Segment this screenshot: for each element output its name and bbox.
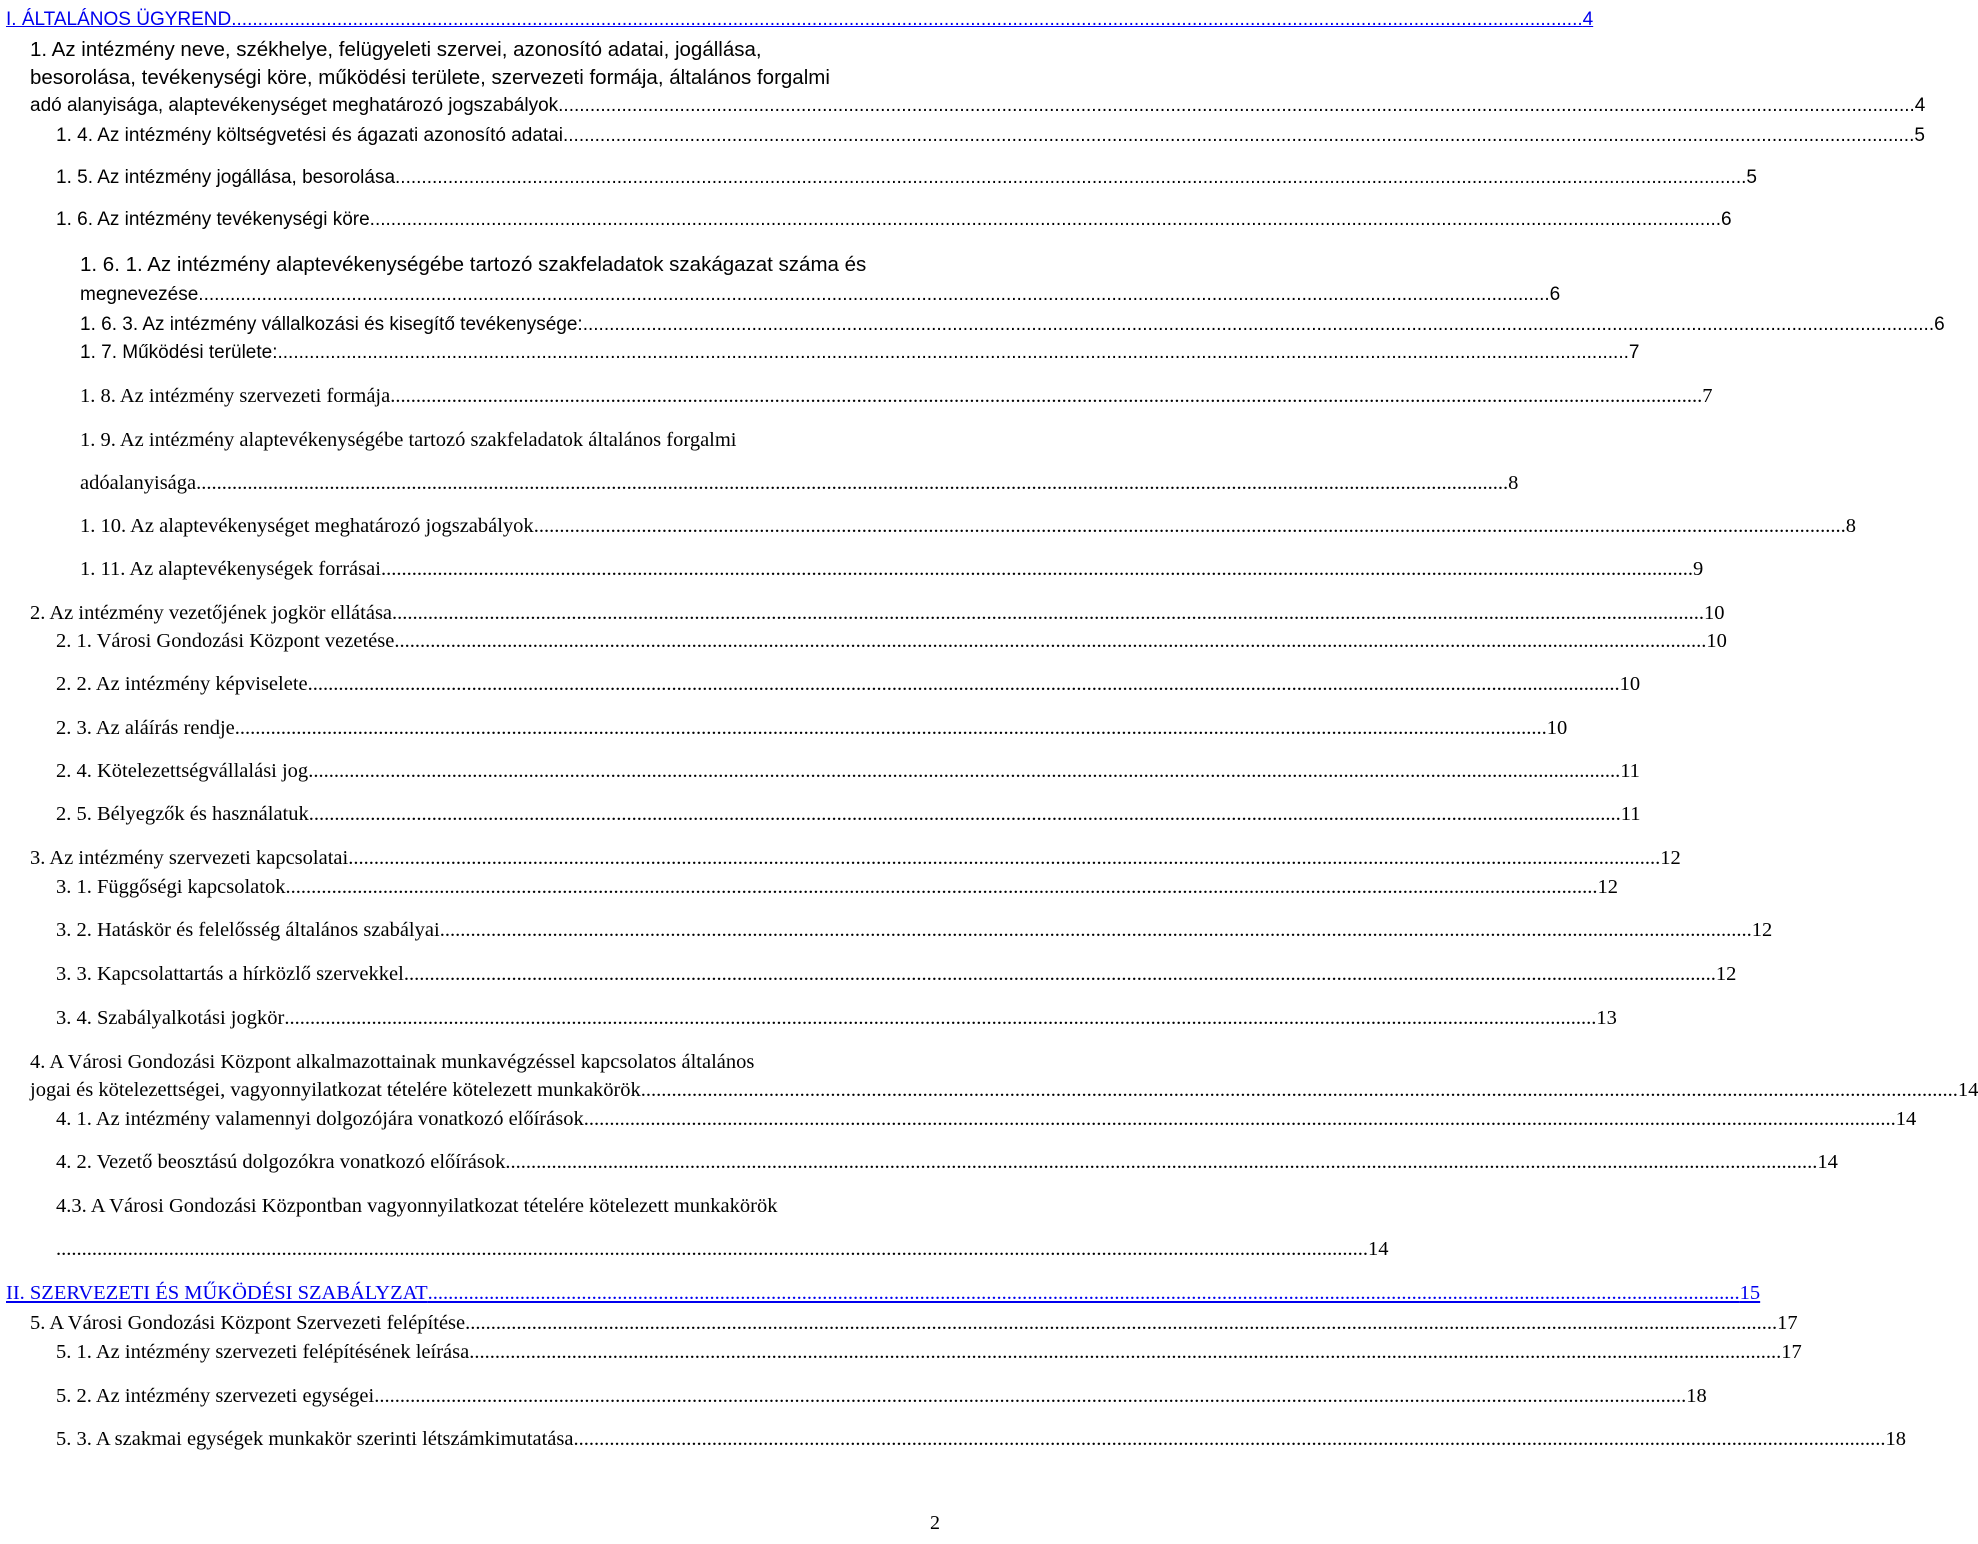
toc-entry[interactable] — [56, 716, 1568, 740]
toc-entry[interactable] — [56, 1107, 1917, 1131]
toc-entry-label: 2. Az intézmény vezetőjének jogkör ellátása — [30, 602, 393, 624]
toc-entry-label: jogai és kötelezettségei, vagyonnyilatkozat tételére kötelezett munkakörök. — [30, 1079, 646, 1101]
toc-entry[interactable] — [56, 1150, 1838, 1174]
toc-entry[interactable] — [56, 918, 1773, 942]
toc-entry-part-1[interactable] — [6, 8, 1594, 32]
toc-entry-label: 2. 5. Bélyegzők és használatuk — [56, 803, 309, 825]
toc-entry[interactable] — [80, 384, 1713, 408]
toc-entry-page: 11 — [1620, 803, 1641, 825]
toc-entry-page: 12 — [1597, 876, 1618, 898]
toc-entry[interactable] — [56, 166, 1757, 190]
toc-entry-page: 18 — [1885, 1428, 1906, 1450]
toc-entry[interactable] — [56, 629, 1727, 653]
toc-entry-page: 10 — [1704, 602, 1725, 624]
toc-leader: ................................................................................................................................................................................................................................................................ — [390, 385, 1703, 407]
toc-entry-label: 2. 3. Az aláírás rendje — [56, 717, 235, 739]
toc-leader: ................................................................................................................................................................................................................................................................ — [394, 630, 1707, 652]
toc-leader: ................................................................................................................................................................................................................................................................ — [403, 963, 1716, 985]
toc-entry-label: 5. 2. Az intézmény szervezeti egységei — [56, 1385, 375, 1407]
toc-leader: ................................................................................................................................................................................................................................................................ — [582, 314, 1935, 335]
toc-entry[interactable] — [80, 283, 1561, 307]
toc-entry-page: 7 — [1628, 342, 1640, 363]
toc-entry[interactable] — [56, 759, 1640, 783]
toc-entry[interactable] — [30, 601, 1725, 625]
toc-leader: ................................................................................................................................................................................................................................................................ — [439, 919, 1752, 941]
toc-entry-text: 1. Az intézmény neve, székhelye, felügyeleti szervei, azonosító adatai, jogállása, — [30, 38, 762, 61]
toc-entry-label: 4. 2. Vezető beosztású dolgozókra vonatkozó előírások — [56, 1151, 506, 1173]
toc-entry-page: 17 — [1777, 1312, 1798, 1334]
toc-entry-label: 5. 1. Az intézmény szervezeti felépítésének leírása — [56, 1341, 470, 1363]
toc-entry[interactable] — [56, 1006, 1617, 1030]
toc-leader: ................................................................................................................................................................................................................................................................ — [573, 1428, 1886, 1450]
toc-entry-label: 5. 3. A szakmai egységek munkakör szerinti létszámkimutatása — [56, 1428, 574, 1450]
toc-entry-label: 4. 1. Az intézmény valamennyi dolgozójára vonatkozó előírások — [56, 1108, 584, 1130]
toc-entry[interactable] — [56, 672, 1641, 696]
toc-entry-page: 9 — [1692, 558, 1704, 580]
toc-entry-label: 1. 6. 3. Az intézmény vállalkozási és kisegítő tevékenysége: — [80, 314, 583, 335]
toc-entry[interactable] — [56, 1384, 1707, 1408]
toc-entry-page: 12 — [1660, 847, 1681, 869]
toc-entry-label: 1. 5. Az intézmény jogállása, besorolása — [56, 167, 396, 188]
toc-entry-label: 2. 2. Az intézmény képviselete — [56, 673, 308, 695]
toc-entry[interactable] — [56, 802, 1641, 826]
toc-leader: ................................................................................................................................................................................................................................................................ — [427, 1282, 1740, 1304]
toc-entry[interactable] — [56, 962, 1737, 986]
toc-entry[interactable] — [56, 1237, 1389, 1261]
toc-entry-page: 14 — [1817, 1151, 1838, 1173]
toc-entry-label: 1. 7. Működési területe: — [80, 342, 278, 363]
toc-leader: ................................................................................................................................................................................................................................................................ — [465, 1312, 1778, 1334]
toc-entry-label: 3. 3. Kapcsolattartás a hírközlő szervekkel — [56, 963, 404, 985]
toc-entry-text: 4. A Városi Gondozási Központ alkalmazottainak munkavégzéssel kapcsolatos általános — [30, 1051, 755, 1073]
toc-entry-page: 14 — [1895, 1108, 1917, 1130]
toc-entry-page: 5 — [1746, 167, 1757, 188]
toc-entry[interactable] — [30, 1311, 1798, 1335]
toc-entry-page: 14 — [1957, 1079, 1978, 1101]
toc-entry-page: 12 — [1751, 919, 1773, 941]
toc-entry[interactable] — [80, 471, 1519, 495]
toc-entry-page: 6 — [1549, 284, 1561, 305]
toc-entry-page: 14 — [1368, 1238, 1389, 1260]
toc-entry-label: 3. 2. Hatáskör és felelősség általános szabályai — [56, 919, 440, 941]
toc-entry[interactable] — [56, 1427, 1906, 1451]
toc-entry-label: 1. 10. Az alaptevékenységet meghatározó jogszabályok — [80, 515, 534, 537]
toc-entry-page: 15 — [1739, 1282, 1761, 1304]
toc-leader: ................................................................................................................................................................................................................................................................ — [277, 342, 1629, 363]
toc-entry-page: 12 — [1715, 963, 1737, 985]
toc-entry-label: I. ÁLTALÁNOS ÜGYREND — [6, 9, 232, 30]
toc-entry[interactable] — [30, 1078, 1978, 1102]
toc-entry-label: 1. 8. Az intézmény szervezeti formája — [80, 385, 391, 407]
toc-leader: ................................................................................................................................................................................................................................................................ — [645, 1079, 1958, 1101]
toc-entry-page: 4 — [1582, 9, 1594, 30]
toc-leader: ................................................................................................................................................................................................................................................................ — [374, 1385, 1687, 1407]
toc-leader: ................................................................................................................................................................................................................................................................ — [56, 1238, 1368, 1260]
toc-entry-page: 8 — [1845, 515, 1856, 537]
toc-leader: ................................................................................................................................................................................................................................................................ — [196, 472, 1509, 494]
toc-leader: ................................................................................................................................................................................................................................................................ — [284, 1007, 1597, 1029]
toc-entry-page: 10 — [1706, 630, 1727, 652]
toc-entry-page: 6 — [1721, 209, 1732, 230]
toc-entry-page: 18 — [1686, 1385, 1707, 1407]
toc-entry[interactable] — [56, 1340, 1802, 1364]
toc-leader: ................................................................................................................................................................................................................................................................ — [469, 1341, 1782, 1363]
toc-entry[interactable] — [56, 875, 1618, 899]
toc-entry-label: adóalanyisága — [80, 472, 197, 494]
toc-entry-label: 3. 4. Szabályalkotási jogkör — [56, 1007, 285, 1029]
toc-entry[interactable] — [56, 124, 1925, 148]
toc-leader: ................................................................................................................................................................................................................................................................ — [533, 515, 1846, 537]
toc-entry-label: II. SZERVEZETI ÉS MŰKÖDÉSI SZABÁLYZAT — [6, 1282, 428, 1304]
toc-entry-label: 3. Az intézmény szervezeti kapcsolatai — [30, 847, 349, 869]
toc-leader: ................................................................................................................................................................................................................................................................ — [563, 95, 1915, 116]
toc-entry-page: 5 — [1914, 125, 1925, 146]
toc-leader: ................................................................................................................................................................................................................................................................ — [231, 9, 1583, 30]
toc-entry-page: 17 — [1781, 1341, 1802, 1363]
toc-leader: ................................................................................................................................................................................................................................................................ — [583, 1108, 1896, 1130]
toc-entry[interactable] — [56, 208, 1732, 232]
toc-leader: ................................................................................................................................................................................................................................................................ — [395, 167, 1747, 188]
toc-leader: ................................................................................................................................................................................................................................................................ — [369, 209, 1722, 230]
toc-entry-text: besorolása, tevékenységi köre, működési területe, szervezeti formája, általános forgalmi — [30, 66, 830, 89]
toc-leader: ................................................................................................................................................................................................................................................................ — [380, 558, 1693, 580]
toc-entry-page: 10 — [1619, 673, 1641, 695]
toc-entry-page: 8 — [1508, 472, 1519, 494]
toc-entry[interactable] — [30, 94, 1926, 118]
toc-entry-page: 6 — [1934, 314, 1945, 335]
toc-entry-page: 11 — [1620, 760, 1640, 782]
toc-entry-label: 2. 1. Városi Gondozási Központ vezetése — [56, 630, 395, 652]
toc-entry-part-2[interactable] — [6, 1281, 1761, 1305]
toc-entry[interactable] — [30, 846, 1681, 870]
toc-leader: ................................................................................................................................................................................................................................................................ — [348, 847, 1661, 869]
toc-entry[interactable] — [80, 313, 1945, 337]
toc-entry-label: megnevezése — [80, 284, 199, 305]
toc-entry-label: 3. 1. Függőségi kapcsolatok — [56, 876, 286, 898]
toc-leader: ................................................................................................................................................................................................................................................................ — [285, 876, 1598, 898]
toc-entry-label: 1. 11. Az alaptevékenységek forrásai — [80, 558, 381, 580]
toc-leader: ................................................................................................................................................................................................................................................................ — [308, 803, 1621, 825]
toc-entry-page: 4 — [1914, 95, 1926, 116]
toc-leader: ................................................................................................................................................................................................................................................................ — [307, 673, 1620, 695]
toc-entry-text: 1. 6. 1. Az intézmény alaptevékenységébe tartozó szakfeladatok szakágazat száma és — [80, 253, 867, 276]
toc-leader: ................................................................................................................................................................................................................................................................ — [562, 125, 1915, 146]
toc-entry-label: 5. A Városi Gondozási Központ Szervezeti felépítése — [30, 1312, 466, 1334]
toc-entry-page: 13 — [1596, 1007, 1617, 1029]
toc-entry-page: 7 — [1702, 385, 1713, 407]
toc-entry[interactable] — [80, 341, 1640, 365]
toc-entry-page: 10 — [1546, 717, 1568, 739]
toc-entry-text: 1. 9. Az intézmény alaptevékenységébe tartozó szakfeladatok általános forgalmi — [80, 429, 737, 451]
toc-entry-label: 1. 6. Az intézmény tevékenységi köre — [56, 209, 370, 230]
toc-leader: ................................................................................................................................................................................................................................................................ — [198, 284, 1550, 305]
toc-leader: ................................................................................................................................................................................................................................................................ — [234, 717, 1547, 739]
toc-leader: ................................................................................................................................................................................................................................................................ — [505, 1151, 1818, 1173]
toc-entry[interactable] — [80, 557, 1704, 581]
toc-entry-text: 4.3. A Városi Gondozási Központban vagyonnyilatkozat tételére kötelezett munkakörök — [56, 1195, 778, 1217]
toc-entry[interactable] — [80, 514, 1856, 538]
toc-entry-label: adó alanyisága, alaptevékenységet meghatározó jogszabályok. — [30, 95, 564, 116]
toc-entry-label: 1. 4. Az intézmény költségvetési és ágazati azonosító adatai — [56, 125, 563, 146]
toc-leader: ................................................................................................................................................................................................................................................................ — [308, 760, 1621, 782]
toc-entry-label: 2. 4. Kötelezettségvállalási jog — [56, 760, 309, 782]
toc-leader: ................................................................................................................................................................................................................................................................ — [392, 602, 1705, 624]
page-number: 2 — [930, 1512, 940, 1534]
